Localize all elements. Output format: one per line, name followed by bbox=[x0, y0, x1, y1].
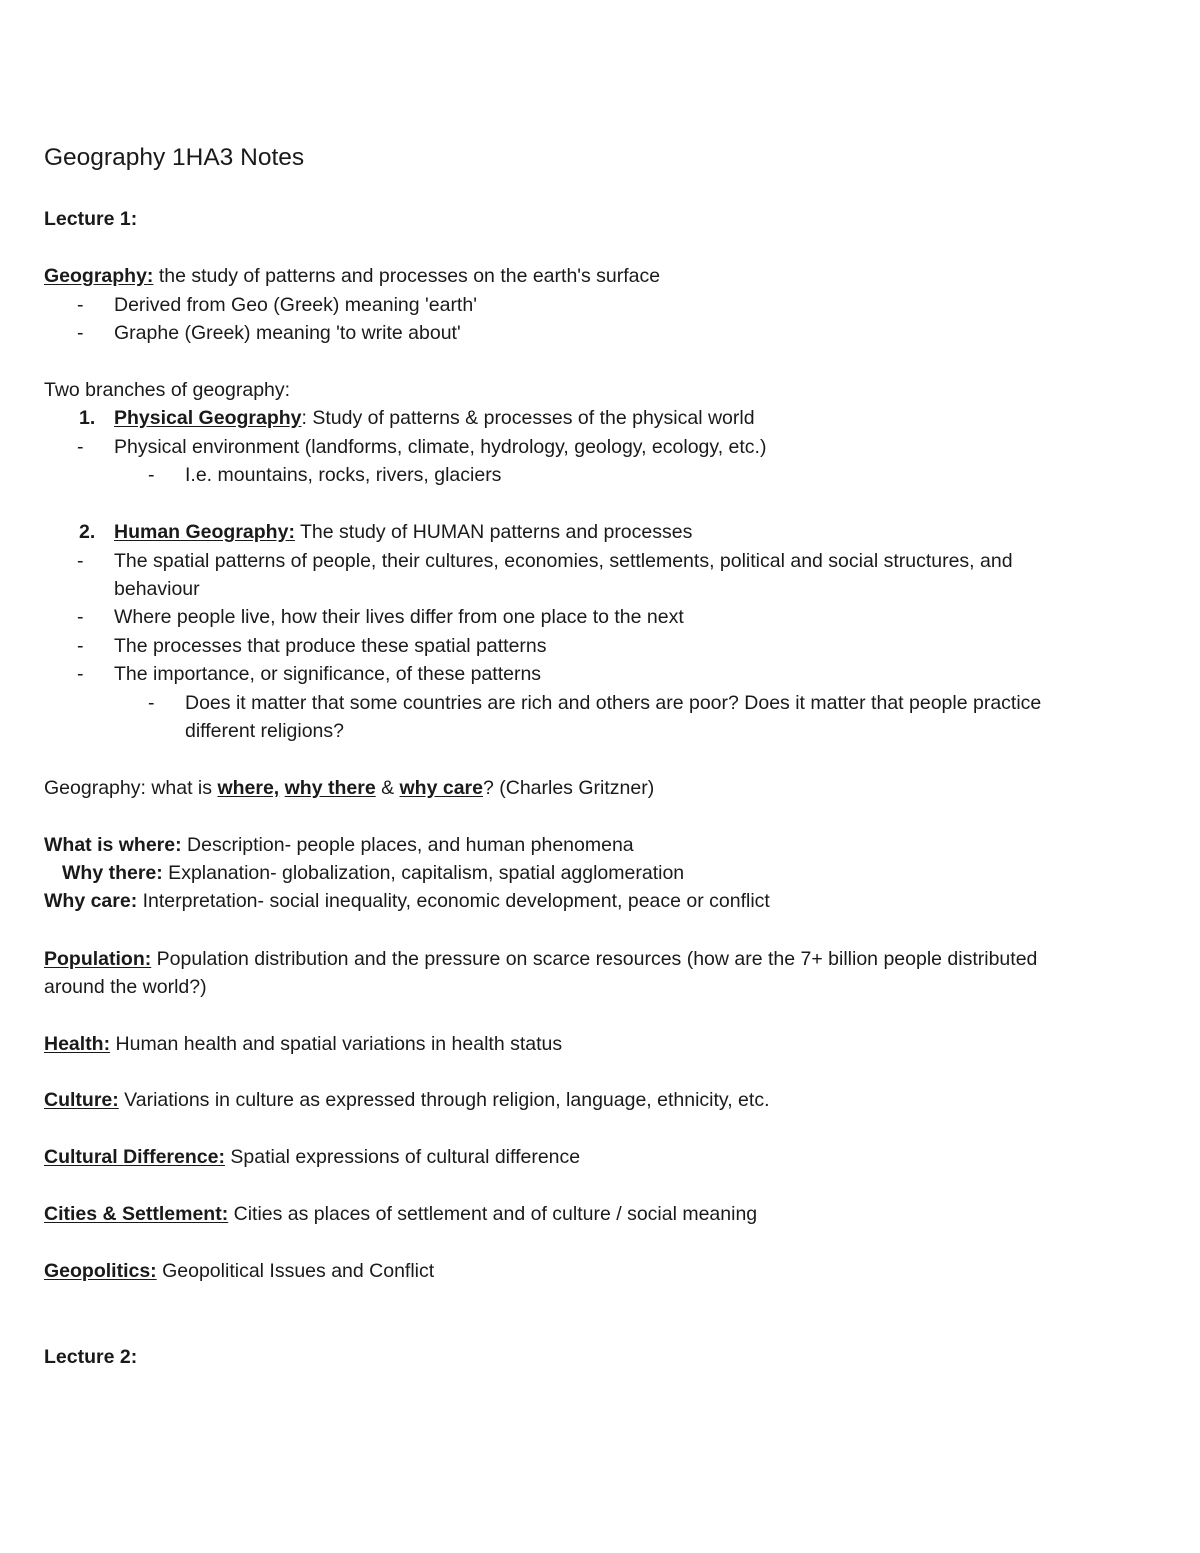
bullet-text: The importance, or significance, of these patterns bbox=[114, 663, 542, 685]
culture-term: Culture: bbox=[44, 1089, 119, 1111]
cultural-difference-definition bbox=[44, 1143, 580, 1171]
why-there bbox=[62, 859, 684, 887]
dash-bullet: - bbox=[77, 606, 84, 628]
geography-term: Geography: bbox=[44, 265, 154, 287]
why-there-text: Explanation- globalization, capitalism, spatial agglomeration bbox=[162, 862, 685, 884]
physical-geography-text: : Study of patterns & processes of the physical world bbox=[301, 407, 755, 429]
cities-text: Cities as places of settlement and of culture / social meaning bbox=[228, 1203, 758, 1225]
geopolitics-definition bbox=[44, 1257, 434, 1285]
dash-bullet: - bbox=[77, 663, 84, 685]
health-definition bbox=[44, 1030, 562, 1058]
dash-bullet: - bbox=[77, 550, 84, 572]
branches-intro: Two branches of geography: bbox=[44, 379, 291, 401]
culture-definition bbox=[44, 1086, 770, 1114]
lecture-1-heading: Lecture 1: bbox=[44, 208, 138, 230]
sub-bullet-text: different religions? bbox=[185, 720, 344, 742]
what-is-where-term: What is where: bbox=[44, 834, 182, 856]
geopolitics-text: Geopolitical Issues and Conflict bbox=[156, 1260, 435, 1282]
why-care bbox=[44, 887, 770, 915]
population-definition bbox=[44, 945, 1037, 973]
dash-bullet: - bbox=[77, 322, 84, 344]
list-number: 2. bbox=[79, 521, 96, 543]
dash-bullet: - bbox=[148, 692, 155, 714]
human-geography-line bbox=[114, 518, 692, 546]
cities-definition bbox=[44, 1200, 757, 1228]
geography-text: the study of patterns and processes on the earth's surface bbox=[153, 265, 661, 287]
bullet-text: The processes that produce these spatial patterns bbox=[114, 635, 547, 657]
why-care-text: Interpretation- social inequality, economic development, peace or conflict bbox=[137, 890, 770, 912]
health-text: Human health and spatial variations in health status bbox=[110, 1033, 563, 1055]
physical-geography-term: Physical Geography bbox=[114, 407, 302, 429]
bullet-text: Graphe (Greek) meaning 'to write about' bbox=[114, 322, 461, 344]
what-is-where-text: Description- people places, and human phenomena bbox=[181, 834, 634, 856]
bullet-text: behaviour bbox=[114, 578, 200, 600]
list-number: 1. bbox=[79, 407, 96, 429]
bullet-text: Derived from Geo (Greek) meaning 'earth' bbox=[114, 294, 477, 316]
population-term: Population: bbox=[44, 948, 152, 970]
culture-text: Variations in culture as expressed through religion, language, ethnicity, etc. bbox=[118, 1089, 770, 1111]
document-title: Geography 1HA3 Notes bbox=[44, 144, 305, 171]
sub-bullet-text: I.e. mountains, rocks, rivers, glaciers bbox=[185, 464, 502, 486]
dash-bullet: - bbox=[148, 464, 155, 486]
sub-bullet-text: Does it matter that some countries are rich and others are poor? Does it matter that people practice bbox=[185, 692, 1042, 714]
lecture-2-heading: Lecture 2: bbox=[44, 1346, 138, 1368]
physical-geography-line bbox=[114, 404, 755, 432]
dash-bullet: - bbox=[77, 294, 84, 316]
population-text: Population distribution and the pressure on scarce resources (how are the 7+ billion people distributed bbox=[151, 948, 1038, 970]
why-there-term: Why there: bbox=[62, 862, 163, 884]
bullet-text: Physical environment (landforms, climate, hydrology, geology, ecology, etc.) bbox=[114, 436, 767, 458]
gritzner-amp: & bbox=[375, 777, 400, 799]
geography-definition bbox=[44, 262, 660, 290]
human-geography-term: Human Geography: bbox=[114, 521, 295, 543]
bullet-text: Where people live, how their lives differ from one place to the next bbox=[114, 606, 684, 628]
population-continuation: around the world?) bbox=[44, 976, 207, 998]
human-geography-text: The study of HUMAN patterns and processes bbox=[294, 521, 693, 543]
gritzner-why-care: why care bbox=[399, 777, 483, 799]
cities-term: Cities & Settlement: bbox=[44, 1203, 229, 1225]
dash-bullet: - bbox=[77, 436, 84, 458]
dash-bullet: - bbox=[77, 635, 84, 657]
what-is-where bbox=[44, 831, 634, 859]
gritzner-where: where, bbox=[217, 777, 280, 799]
gritzner-quote bbox=[44, 774, 654, 802]
cultural-difference-text: Spatial expressions of cultural difference bbox=[224, 1146, 581, 1168]
geopolitics-term: Geopolitics: bbox=[44, 1260, 157, 1282]
gritzner-prefix: Geography: what is bbox=[44, 777, 218, 799]
cultural-difference-term: Cultural Difference: bbox=[44, 1146, 225, 1168]
why-care-term: Why care: bbox=[44, 890, 138, 912]
gritzner-suffix: ? (Charles Gritzner) bbox=[482, 777, 655, 799]
bullet-text: The spatial patterns of people, their cultures, economies, settlements, political and social structures, and bbox=[114, 550, 1013, 572]
gritzner-why-there: why there bbox=[284, 777, 376, 799]
health-term: Health: bbox=[44, 1033, 111, 1055]
